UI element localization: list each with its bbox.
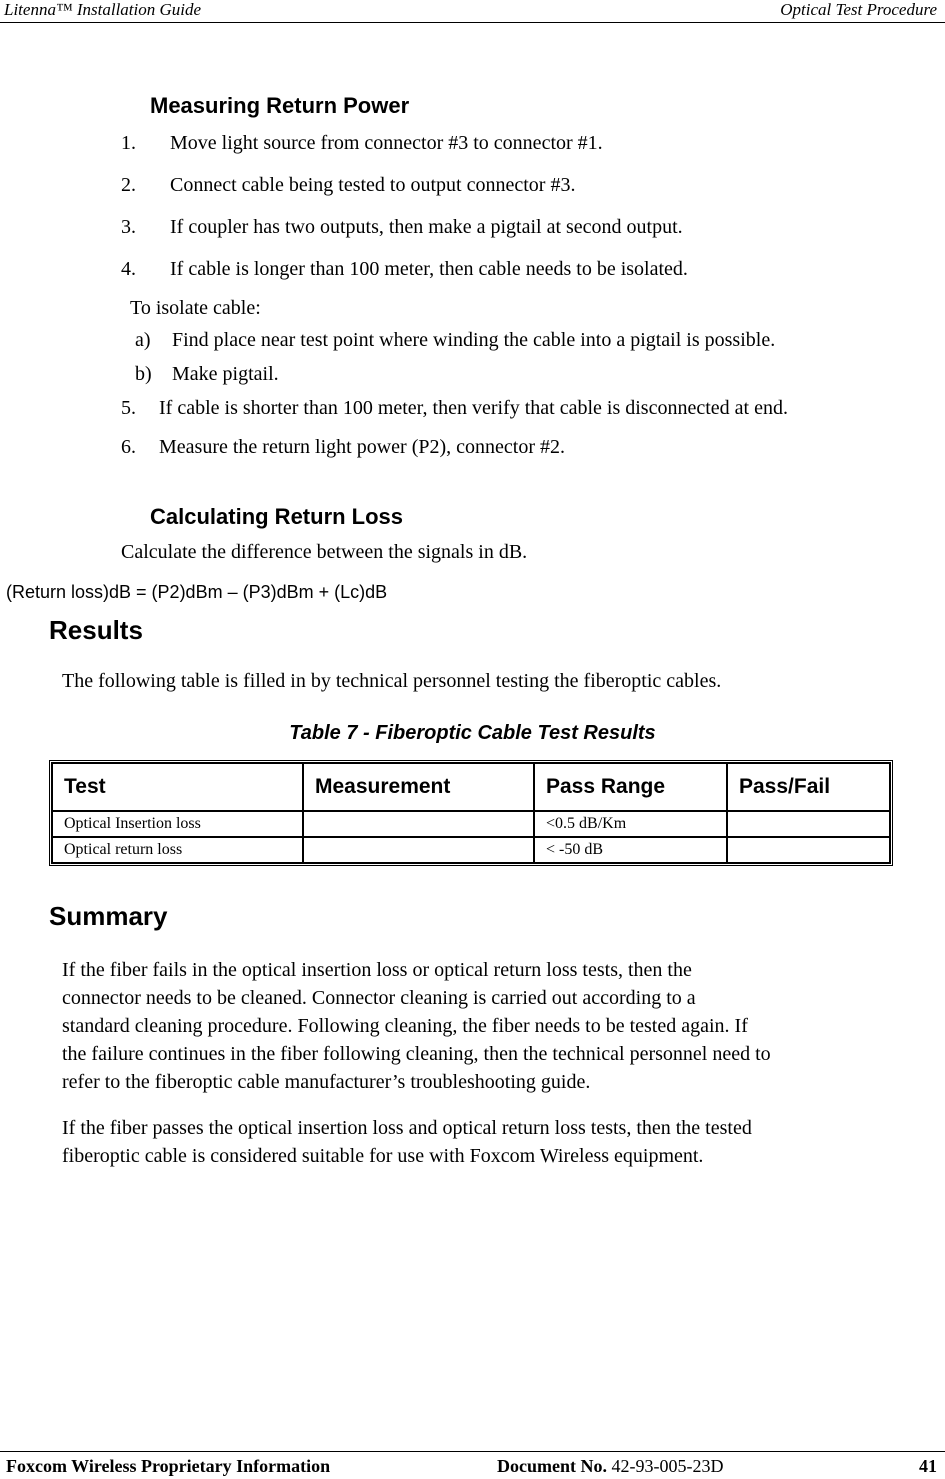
- footer-document: [497, 1456, 723, 1477]
- footer-doc-number: 42-93-005-23D: [611, 1456, 724, 1476]
- isolate-step-text: Find place near test point where winding the cable into a pigtail is possible.: [172, 329, 776, 351]
- step-text: Connect cable being tested to output connector #3.: [170, 174, 576, 196]
- summary-line: If the fiber passes the optical insertion loss and optical return loss tests, then the tested: [62, 1117, 752, 1139]
- step-text: Measure the return light power (P2), connector #2.: [159, 436, 565, 458]
- cell-measurement: [303, 837, 534, 863]
- footer-doc-label: Document No.: [497, 1456, 607, 1476]
- summary-line: connector needs to be cleaned. Connector cleaning is carried out according to a: [62, 987, 696, 1009]
- results-intro: The following table is filled in by technical personnel testing the fiberoptic cables.: [62, 670, 722, 692]
- column-header-test: Test: [52, 763, 303, 811]
- results-table: [49, 760, 893, 866]
- measuring-title: Measuring Return Power: [150, 93, 410, 118]
- step-text: Move light source from connector #3 to connector #1.: [170, 132, 603, 154]
- cell-measurement: [303, 811, 534, 837]
- summary-line: refer to the fiberoptic cable manufacturer’s troubleshooting guide.: [62, 1071, 591, 1093]
- cell-pass-range: < -50 dB: [534, 837, 727, 863]
- column-header-measurement: Measurement: [303, 763, 534, 811]
- summary-line: standard cleaning procedure. Following cleaning, the fiber needs to be tested again. If: [62, 1015, 748, 1037]
- isolate-step-text: Make pigtail.: [172, 363, 279, 385]
- summary-paragraph-1: [62, 956, 942, 1096]
- cell-test: Optical Insertion loss: [52, 811, 303, 837]
- return-loss-formula: (Return loss)dB = (P2)dBm – (P3)dBm + (Lc)dB: [6, 582, 388, 602]
- step-number: 2.: [121, 174, 136, 196]
- footer-company: Foxcom Wireless Proprietary Information: [6, 1456, 331, 1476]
- header-rule: [0, 22, 945, 23]
- summary-line: If the fiber fails in the optical insertion loss or optical return loss tests, then the: [62, 959, 692, 981]
- cell-pass-range: <0.5 dB/Km: [534, 811, 727, 837]
- results-heading: Results: [49, 615, 143, 645]
- cell-test: Optical return loss: [52, 837, 303, 863]
- step-number: 5.: [121, 397, 136, 419]
- step-text: If cable is shorter than 100 meter, then verify that cable is disconnected at end.: [159, 397, 788, 419]
- calculating-text: Calculate the difference between the signals in dB.: [121, 541, 528, 563]
- table-caption: Table 7 - Fiberoptic Cable Test Results: [289, 722, 656, 744]
- cell-pass-fail: [727, 811, 890, 837]
- step-text: If cable is longer than 100 meter, then cable needs to be isolated.: [170, 258, 688, 280]
- isolate-step-letter: a): [135, 329, 151, 351]
- footer-rule: [0, 1451, 945, 1452]
- header-section: Optical Test Procedure: [780, 0, 937, 19]
- column-header-pass-fail: Pass/Fail: [727, 763, 890, 811]
- summary-line: the failure continues in the fiber following cleaning, then the technical personnel need to: [62, 1043, 771, 1065]
- step-number: 1.: [121, 132, 136, 154]
- isolate-step-letter: b): [135, 363, 152, 385]
- header-title: Litenna™ Installation Guide: [4, 0, 202, 19]
- step-number: 3.: [121, 216, 136, 238]
- isolate-intro: To isolate cable:: [130, 297, 261, 319]
- summary-line: fiberoptic cable is considered suitable for use with Foxcom Wireless equipment.: [62, 1145, 704, 1167]
- step-text: If coupler has two outputs, then make a pigtail at second output.: [170, 216, 683, 238]
- summary-heading: Summary: [49, 901, 168, 931]
- step-number: 4.: [121, 258, 136, 280]
- page-number: 41: [919, 1456, 937, 1476]
- cell-pass-fail: [727, 837, 890, 863]
- calculating-title: Calculating Return Loss: [150, 504, 404, 529]
- summary-paragraph-2: [62, 1114, 942, 1170]
- step-number: 6.: [121, 436, 136, 458]
- table-row: [52, 837, 890, 863]
- column-header-pass-range: Pass Range: [534, 763, 727, 811]
- table-header-row: [52, 763, 890, 811]
- table-row: [52, 811, 890, 837]
